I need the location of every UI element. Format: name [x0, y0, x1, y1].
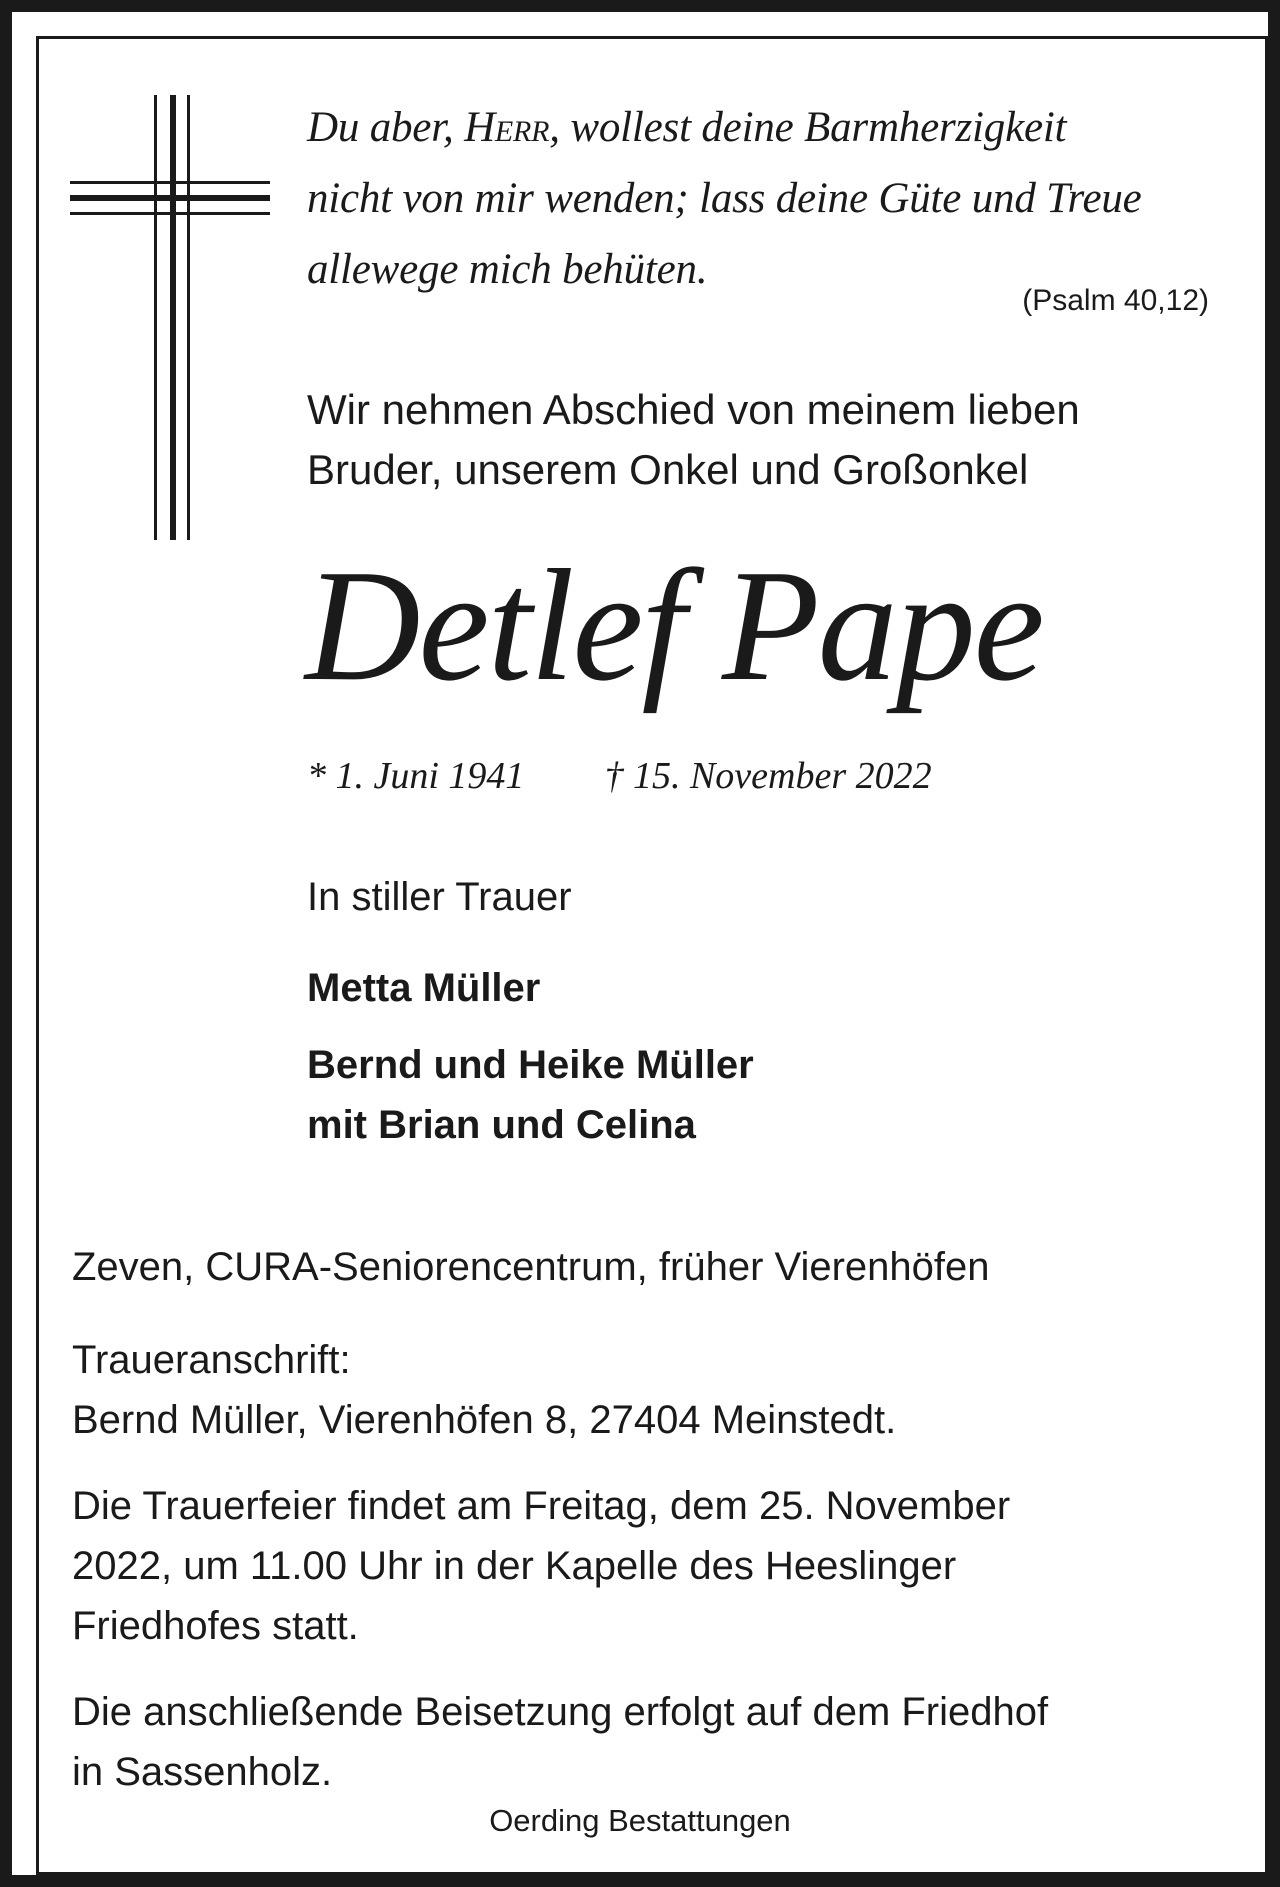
mourner-1: Metta Müller — [307, 966, 541, 1010]
mourning-address — [72, 1330, 896, 1450]
verse-reference: (Psalm 40,12) — [1022, 284, 1209, 317]
service-line-3: Friedhofes statt. — [72, 1604, 359, 1648]
farewell-line-2: Bruder, unserem Onkel und Großonkel — [307, 446, 1029, 493]
life-dates — [307, 752, 932, 800]
mourning-heading: In stiller Trauer — [307, 875, 572, 919]
verse-line-1 — [307, 92, 1142, 163]
death-date: † 15. November 2022 — [604, 755, 932, 797]
burial-line-2: in Sassenholz. — [72, 1750, 333, 1794]
service-line-2: 2022, um 11.00 Uhr in der Kapelle des Heeslinger — [72, 1544, 957, 1588]
verse-line-1-start: Du aber, — [307, 104, 465, 151]
mourner-2-line-2: mit Brian und Celina — [307, 1103, 696, 1147]
residence-info: Zeven, CURA-Seniorencentrum, früher Vierenhöfen — [72, 1245, 990, 1289]
verse-line-2: nicht von mir wenden; lass deine Güte und Treue — [307, 175, 1142, 222]
farewell-line-1: Wir nehmen Abschied von meinem lieben — [307, 386, 1080, 433]
undertaker-name: Oerding Bestattungen — [489, 1803, 791, 1838]
mourner-2-line-1: Bernd und Heike Müller — [307, 1043, 754, 1087]
mourning-address-value: Bernd Müller, Vierenhöfen 8, 27404 Meinstedt. — [72, 1398, 897, 1442]
mourning-address-label: Traueranschrift: — [72, 1338, 351, 1382]
burial-info — [72, 1682, 1048, 1802]
deceased-name: Detlef Pape — [305, 536, 1043, 714]
bible-verse — [307, 92, 1142, 305]
service-line-1: Die Trauerfeier findet am Freitag, dem 25. November — [72, 1484, 1011, 1528]
farewell-text — [307, 380, 1080, 500]
verse-line-1-end: , wollest deine Barmherzigkeit — [549, 104, 1067, 151]
funeral-service-info — [72, 1476, 1010, 1656]
verse-line-3: allewege mich behüten. — [307, 246, 708, 293]
cross-icon — [70, 95, 270, 540]
burial-line-1: Die anschließende Beisetzung erfolgt auf dem Friedhof — [72, 1690, 1049, 1734]
birth-date: * 1. Juni 1941 — [307, 755, 525, 797]
mourner-2 — [307, 1035, 754, 1155]
verse-line-1-lord: Herr — [464, 104, 550, 151]
